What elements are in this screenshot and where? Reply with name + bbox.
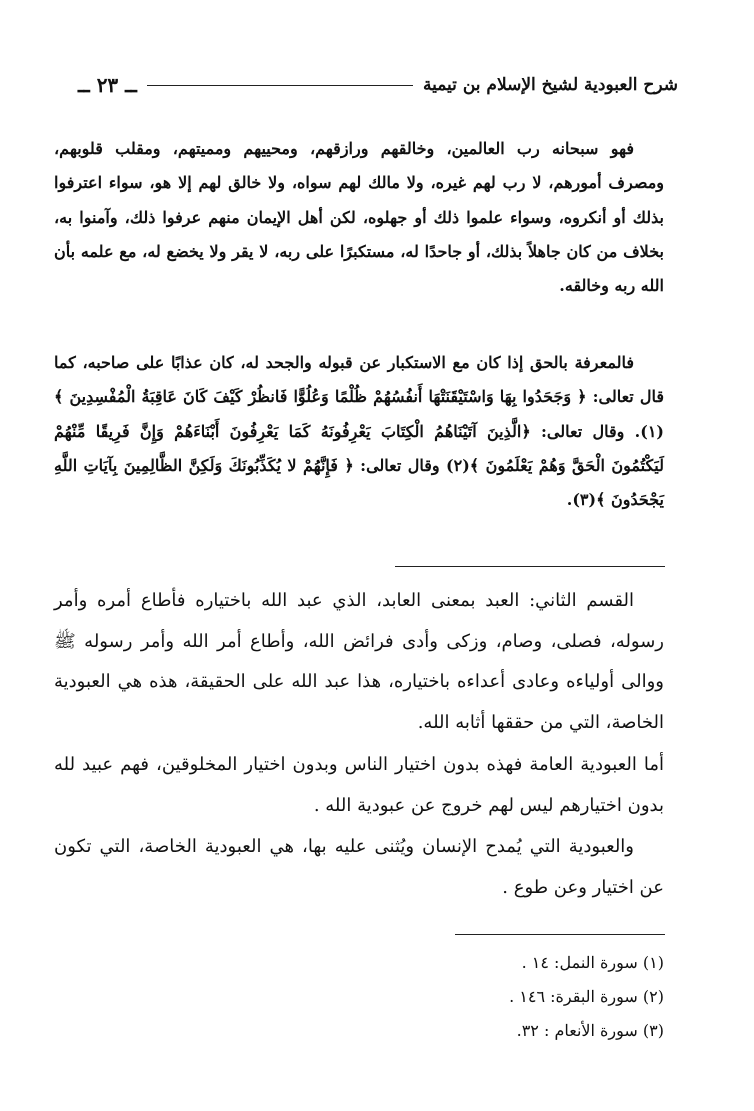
paragraph-knowledge-denial: فالمعرفة بالحق إذا كان مع الاستكبار عن قبوله والجحد له، كان عذابًا على صاحبه، كما قال تعالى: ﴿ وَجَحَدُوا بِهَا وَاسْتَيْقَنَتْهَا أَنفُسُهُمْ ظُلْمًا وَعُلُوًّا فَانظُرْ كَيْفَ كَانَ عَاقِبَةُ الْمُفْسِدِينَ ﴾(١). وقال تعالى: ﴿الَّذِينَ آتَيْنَاهُمُ الْكِتَابَ يَعْرِفُونَهُ كَمَا يَعْرِفُونَ أَبْنَاءَهُمْ وَإِنَّ فَرِيقًا مِّنْهُمْ لَيَكْتُمُونَ الْحَقَّ وَهُمْ يَعْلَمُونَ ﴾(٢) وقال تعالى: ﴿ فَإِنَّهُمْ لا يُكَذِّبُونَكَ وَلَكِنَّ الظَّالِمِينَ بِآيَاتِ اللَّهِ يَجْحَدُونَ ﴾(٣).: [54, 353, 665, 510]
paragraph-general-worship: أما العبودية العامة فهذه بدون اختيار الناس وبدون اختيار المخلوقين، فهم عبيد لله بدون اختيارهم ليس لهم خروج عن عبودية الله .: [54, 754, 664, 816]
footnote-item: (٣) سورة الأنعام : ٣٢.: [516, 1021, 664, 1040]
paragraph-second-category: القسم الثاني: العبد بمعنى العابد، الذي عبد الله باختياره فأطاع أمره وأمر رسوله، فصلى، وصام، وزكى وأدى فرائض الله، وأطاع أمر الله وأمر رسوله ﷺ ووالى أولياءه وعادى أعداءه باختياره، هذا عبد الله على الحقيقة، هذه هي العبودية الخاصة، التي من حققها أثابه الله.: [54, 590, 664, 733]
paragraph-lordship: فهو سبحانه رب العالمين، وخالقهم ورازقهم، ومحييهم ومميتهم، ومقلب قلوبهم، ومصرف أمورهم، لا رب لهم غيره، ولا مالك لهم سواه، ولا خالق لهم إلا هو، سواء اعترفوا بذلك أو أنكروه، وسواء علموا ذلك أو جهلوه، لكن أهل الإيمان منهم عرفوا ذلك، وآمنوا به، بخلاف من كان جاهلاً بذلك، أو جاحدًا له، مستكبرًا على ربه، لا يقر ولا يخضع له، مع علمه بأن الله ربه وخالقه.: [54, 139, 665, 296]
running-title: شرح العبودية لشيخ الإسلام بن تيمية: [422, 75, 678, 95]
header-rule: [147, 85, 413, 86]
page-header: [78, 68, 678, 102]
section-divider: [395, 566, 665, 567]
paragraph-special-worship: والعبودية التي يُمدح الإنسان ويُثنى عليه بها، هي العبودية الخاصة، التي تكون عن اختيار وعن طوع .: [54, 836, 664, 898]
footnote-item: (٢) سورة البقرة: ١٤٦ .: [509, 987, 664, 1006]
footnote-rule: [455, 934, 665, 935]
footnote-item: (١) سورة النمل: ١٤ .: [521, 953, 664, 972]
footnotes: [264, 946, 664, 1048]
page-number: ــ ٢٣ ــ: [78, 73, 137, 97]
